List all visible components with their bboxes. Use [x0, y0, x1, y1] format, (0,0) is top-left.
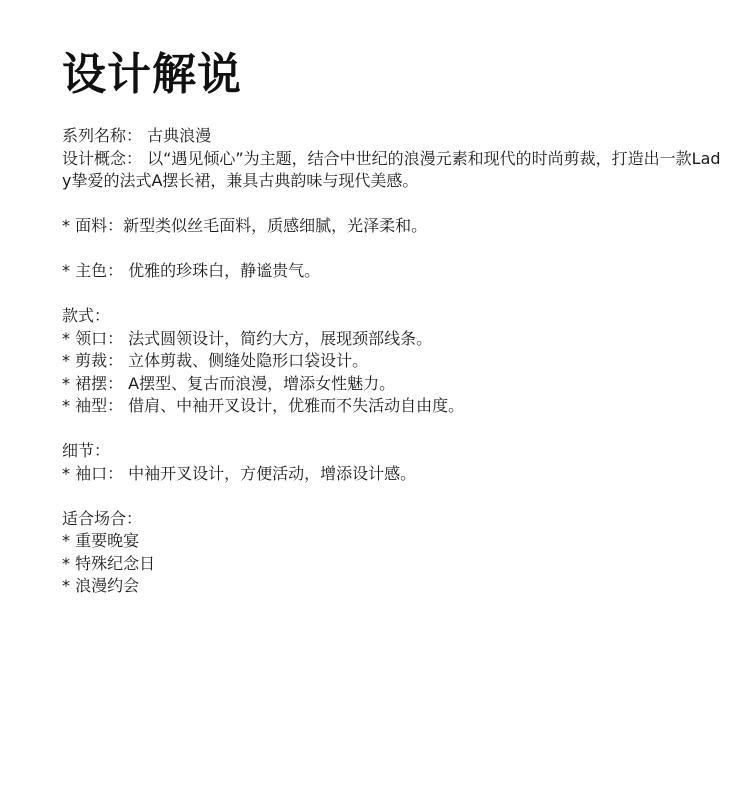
style-item-cut: * 剪裁： 立体剪裁、侧缝处隐形口袋设计。 [62, 351, 369, 370]
style-section [62, 305, 722, 418]
style-heading: 款式： [62, 306, 111, 325]
series-name: 系列名称： 古典浪漫 [62, 126, 212, 145]
occasions-section [62, 508, 722, 598]
occasion-item: * 特殊纪念日 [62, 553, 156, 573]
spacer [62, 238, 722, 261]
design-concept: 设计概念： 以“遇见倾心”为主题，结合中世纪的浪漫元素和现代的时尚剪裁，打造出一款Lady挚爱的法式A摆长裙，兼具古典韵味与现代美感。 [62, 148, 721, 190]
fabric-block [62, 215, 722, 238]
details-item-cuff: * 袖口： 中袖开叉设计，方便活动，增添设计感。 [62, 463, 417, 483]
main-color-line: * 主色： 优雅的珍珠白，静谧贵气。 [62, 261, 321, 280]
spacer [62, 193, 722, 216]
intro-block [62, 125, 722, 193]
style-item-sleeve: * 袖型： 借肩、中袖开叉设计，优雅而不失活动自由度。 [62, 396, 465, 415]
fabric-line: * 面料：新型类似丝毛面料，质感细腻，光泽柔和。 [62, 216, 428, 235]
details-section [62, 440, 722, 485]
spacer [62, 485, 722, 508]
details-heading: 细节： [62, 441, 111, 460]
occasion-item: * 浪漫约会 [62, 576, 140, 595]
document [62, 0, 722, 598]
style-item-neckline: * 领口： 法式圆领设计，简约大方，展现颈部线条。 [62, 328, 433, 348]
spacer [62, 418, 722, 441]
style-item-hem: * 裙摆： A摆型、复古而浪漫，增添女性魅力。 [62, 373, 396, 393]
main-color-block [62, 260, 722, 283]
page-title: 设计解说 [62, 49, 242, 100]
occasions-heading: 适合场合： [62, 508, 143, 528]
occasion-item: * 重要晚宴 [62, 531, 140, 550]
spacer [62, 283, 722, 306]
